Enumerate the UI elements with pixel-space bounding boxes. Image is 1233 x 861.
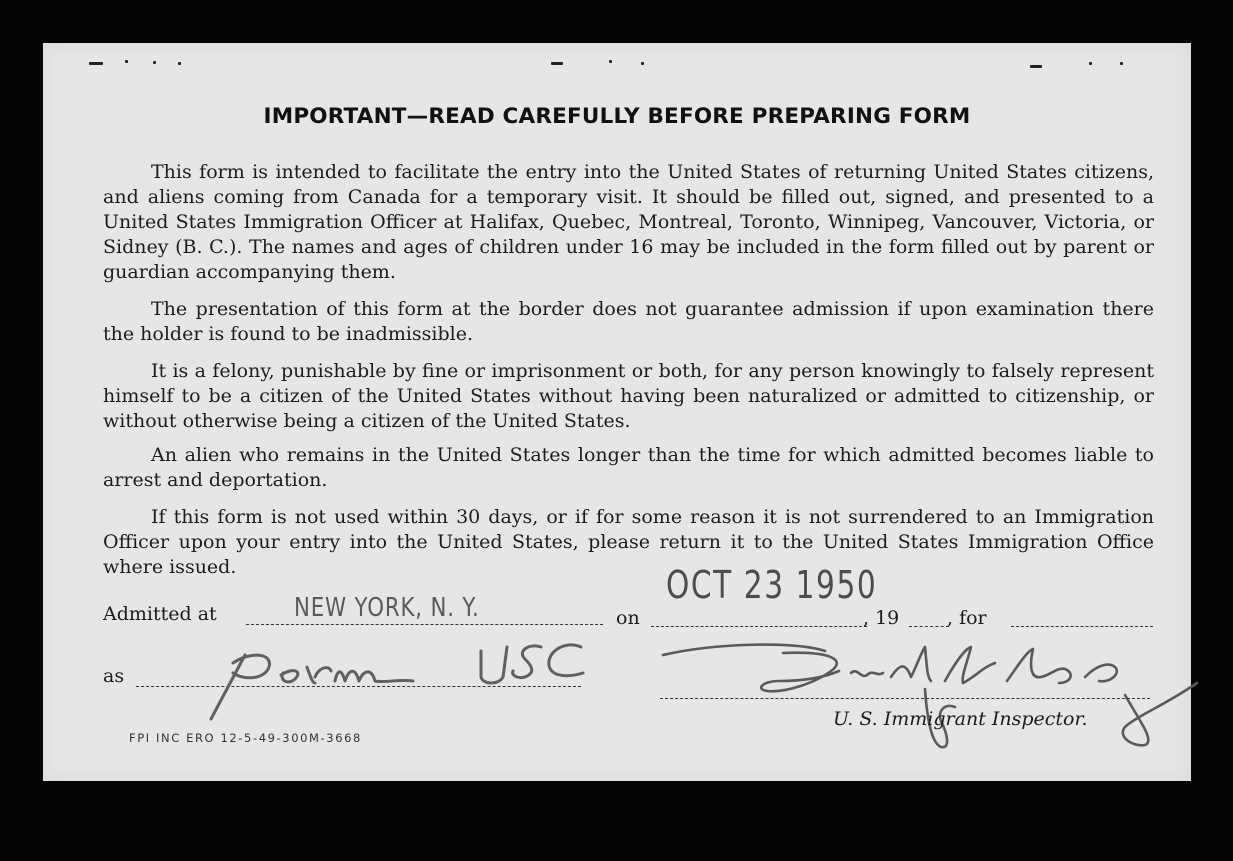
admitted-at-label: Admitted at bbox=[103, 603, 217, 625]
date-stamp: OCT 23 1950 bbox=[666, 563, 878, 607]
inspector-title: U. S. Immigrant Inspector. bbox=[833, 708, 1088, 730]
form-title: IMPORTANT—READ CAREFULLY BEFORE PREPARING FORM bbox=[263, 104, 971, 129]
instruction-paragraph: If this form is not used within 30 days, or if for some reason it is not surrendered to an Immigration Officer upon your entry into the United States, please return it to the United States Immigration Office where issued. bbox=[103, 506, 1154, 578]
form-code: FPI INC ERO 12-5-49-300M-3668 bbox=[129, 731, 362, 745]
year-label: , 19 bbox=[863, 607, 900, 629]
signature-line bbox=[660, 698, 1150, 699]
year-line bbox=[909, 626, 949, 627]
punch-mark bbox=[641, 62, 644, 65]
instruction-paragraph: The presentation of this form at the border does not guarantee admission if upon examination there the holder is found to be inadmissible. bbox=[103, 298, 1154, 345]
punch-mark bbox=[1089, 62, 1092, 65]
punch-mark bbox=[609, 60, 612, 63]
inspector-signature bbox=[655, 637, 1200, 762]
as-label: as bbox=[103, 665, 125, 687]
punch-mark bbox=[153, 61, 156, 64]
punch-mark bbox=[89, 62, 103, 65]
punch-mark bbox=[178, 62, 181, 65]
entry-form-card bbox=[43, 43, 1191, 781]
status-handwriting bbox=[203, 637, 593, 727]
for-line bbox=[1011, 626, 1153, 627]
date-line bbox=[651, 626, 867, 627]
punch-mark bbox=[1120, 62, 1123, 65]
instruction-paragraph: It is a felony, punishable by fine or imprisonment or both, for any person knowingly to falsely represent himself to be a citizen of the United States without having been naturalized or admitted to citizenship, or without otherwise being a citizen of the United States. bbox=[103, 360, 1154, 432]
admitted-at-line bbox=[246, 624, 603, 625]
punch-mark bbox=[125, 60, 128, 63]
on-label: on bbox=[616, 607, 640, 629]
punch-mark bbox=[551, 62, 563, 65]
admitted-at-stamp: NEW YORK, N. Y. bbox=[294, 593, 480, 623]
instruction-paragraph: An alien who remains in the United States longer than the time for which admitted becomes liable to arrest and deportation. bbox=[103, 444, 1154, 491]
instruction-paragraph: This form is intended to facilitate the entry into the United States of returning United States citizens, and aliens coming from Canada for a temporary visit. It should be filled out, signed, and presented to a United States Immigration Officer at Halifax, Quebec, Montreal, Toronto, Winnipeg, Vancouver, Victoria, or Sidney (B. C.). The names and ages of children under 16 may be included in the form filled out by parent or guardian accompanying them. bbox=[103, 161, 1154, 283]
punch-mark bbox=[1030, 65, 1042, 68]
for-label: , for bbox=[947, 607, 987, 629]
